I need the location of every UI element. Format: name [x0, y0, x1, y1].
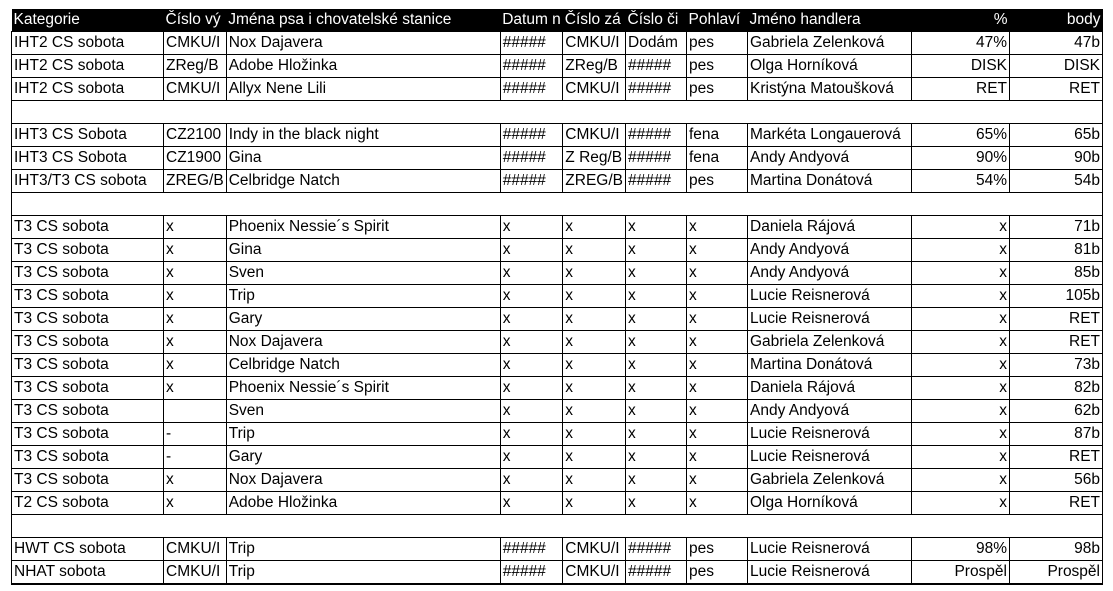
cell-kategorie[interactable]: IHT2 CS sobota [12, 32, 164, 55]
cell-procenta[interactable]: 98% [912, 538, 1010, 561]
cell-body[interactable] [1010, 101, 1103, 124]
cell-pohlavi[interactable]: fena [687, 147, 748, 170]
cell-handler[interactable]: Andy Andyová [748, 147, 912, 170]
cell-cislo-zapisu[interactable]: x [563, 239, 626, 262]
cell-datum[interactable] [500, 193, 563, 216]
cell-cislo-zapisu[interactable] [563, 101, 626, 124]
cell-cislo-cipu[interactable]: ##### [626, 538, 687, 561]
cell-procenta[interactable]: 54% [912, 170, 1010, 193]
cell-datum[interactable]: ##### [500, 147, 563, 170]
cell-datum[interactable]: x [500, 377, 563, 400]
cell-procenta[interactable]: x [912, 308, 1010, 331]
cell-body[interactable]: RET [1010, 492, 1103, 515]
table-row [12, 377, 1103, 400]
cell-cislo-cipu[interactable]: x [626, 285, 687, 308]
cell-procenta[interactable] [912, 101, 1010, 124]
cell-cislo-cipu[interactable]: x [626, 469, 687, 492]
cell-cislo-zapisu[interactable]: x [563, 285, 626, 308]
cell-pohlavi[interactable]: x [687, 492, 748, 515]
cell-kategorie[interactable]: T2 CS sobota [12, 492, 164, 515]
cell-pohlavi[interactable]: pes [687, 32, 748, 55]
cell-body[interactable]: RET [1010, 446, 1103, 469]
cell-jmeno-psa[interactable]: Sven [226, 400, 500, 423]
cell-body[interactable] [1010, 515, 1103, 538]
cell-kategorie[interactable]: T3 CS sobota [12, 262, 164, 285]
column-header-pohlavi[interactable]: Pohlaví [687, 9, 748, 32]
cell-cislo-zapisu[interactable]: CMKU/I [563, 561, 626, 585]
cell-procenta[interactable]: 90% [912, 147, 1010, 170]
table-row [12, 308, 1103, 331]
cell-datum[interactable]: x [500, 400, 563, 423]
cell-cislo-zapisu[interactable]: ZReg/B [563, 55, 626, 78]
cell-body[interactable]: DISK [1010, 55, 1103, 78]
cell-cislo-cipu[interactable]: ##### [626, 78, 687, 101]
cell-kategorie[interactable]: IHT3/T3 CS sobota [12, 170, 164, 193]
cell-body[interactable]: 47b [1010, 32, 1103, 55]
table-row [12, 400, 1103, 423]
cell-cislo-zapisu[interactable] [563, 193, 626, 216]
cell-pohlavi[interactable]: x [687, 400, 748, 423]
cell-cislo-zapisu[interactable]: x [563, 331, 626, 354]
cell-jmeno-psa[interactable]: Trip [226, 423, 500, 446]
cell-cislo-zapisu[interactable]: CMKU/I [563, 124, 626, 147]
column-header-cislo-zapisu[interactable]: Číslo zá [563, 9, 626, 32]
cell-cislo-vysledku[interactable]: CZ2100 [164, 124, 227, 147]
cell-pohlavi[interactable] [687, 193, 748, 216]
cell-body[interactable]: RET [1010, 78, 1103, 101]
cell-body[interactable]: RET [1010, 331, 1103, 354]
cell-cislo-vysledku[interactable]: CZ1900 [164, 147, 227, 170]
cell-body[interactable]: Prospěl [1010, 561, 1103, 585]
cell-kategorie[interactable]: T3 CS sobota [12, 377, 164, 400]
cell-pohlavi[interactable]: x [687, 239, 748, 262]
table-row [12, 423, 1103, 446]
cell-pohlavi[interactable] [687, 101, 748, 124]
cell-pohlavi[interactable]: x [687, 308, 748, 331]
table-row [12, 78, 1103, 101]
cell-jmeno-psa[interactable]: Trip [226, 561, 500, 585]
cell-datum[interactable]: ##### [500, 32, 563, 55]
table-row [12, 32, 1103, 55]
cell-cislo-cipu[interactable]: ##### [626, 561, 687, 585]
cell-pohlavi[interactable]: x [687, 423, 748, 446]
cell-cislo-vysledku[interactable] [164, 193, 227, 216]
cell-pohlavi[interactable]: x [687, 331, 748, 354]
cell-cislo-cipu[interactable]: x [626, 400, 687, 423]
cell-kategorie[interactable]: T3 CS sobota [12, 285, 164, 308]
cell-cislo-cipu[interactable]: ##### [626, 147, 687, 170]
cell-handler[interactable]: Lucie Reisnerová [748, 423, 912, 446]
table-row [12, 147, 1103, 170]
cell-handler[interactable]: Andy Andyová [748, 400, 912, 423]
cell-cislo-vysledku[interactable]: x [164, 216, 227, 239]
cell-kategorie[interactable]: T3 CS sobota [12, 331, 164, 354]
cell-procenta[interactable] [912, 193, 1010, 216]
column-header-cislo-cipu[interactable]: Číslo či [626, 9, 687, 32]
column-header-jmena-psa[interactable]: Jména psa i chovatelské stanice [226, 9, 500, 32]
cell-cislo-cipu[interactable]: x [626, 492, 687, 515]
cell-pohlavi[interactable]: pes [687, 78, 748, 101]
table-row [12, 193, 1103, 216]
cell-cislo-vysledku[interactable]: CMKU/I [164, 538, 227, 561]
cell-pohlavi[interactable]: pes [687, 55, 748, 78]
cell-jmeno-psa[interactable]: Phoenix Nessie´s Spirit [226, 216, 500, 239]
cell-cislo-vysledku[interactable]: CMKU/I [164, 561, 227, 585]
cell-body[interactable]: 71b [1010, 216, 1103, 239]
table-body [12, 32, 1103, 585]
cell-procenta[interactable]: 65% [912, 124, 1010, 147]
cell-kategorie[interactable] [12, 101, 164, 124]
cell-cislo-zapisu[interactable]: x [563, 469, 626, 492]
cell-jmeno-psa[interactable]: Celbridge Natch [226, 170, 500, 193]
cell-jmeno-psa[interactable]: Gary [226, 308, 500, 331]
cell-cislo-vysledku[interactable] [164, 400, 227, 423]
table-row [12, 285, 1103, 308]
cell-cislo-cipu[interactable]: ##### [626, 170, 687, 193]
cell-jmeno-psa[interactable]: Indy in the black night [226, 124, 500, 147]
cell-procenta[interactable]: DISK [912, 55, 1010, 78]
cell-pohlavi[interactable]: x [687, 262, 748, 285]
column-header-kategorie[interactable]: Kategorie [12, 9, 164, 32]
table-row [12, 262, 1103, 285]
cell-datum[interactable]: x [500, 331, 563, 354]
header-row [12, 9, 1103, 32]
cell-kategorie[interactable]: NHAT sobota [12, 561, 164, 585]
cell-procenta[interactable]: x [912, 285, 1010, 308]
cell-cislo-cipu[interactable]: x [626, 239, 687, 262]
cell-jmeno-psa[interactable]: Celbridge Natch [226, 354, 500, 377]
cell-handler[interactable]: Lucie Reisnerová [748, 308, 912, 331]
cell-procenta[interactable]: x [912, 423, 1010, 446]
cell-cislo-zapisu[interactable]: x [563, 308, 626, 331]
cell-cislo-vysledku[interactable]: x [164, 239, 227, 262]
cell-datum[interactable]: ##### [500, 538, 563, 561]
cell-procenta[interactable] [912, 515, 1010, 538]
cell-handler[interactable]: Martina Donátová [748, 354, 912, 377]
cell-cislo-cipu[interactable]: ##### [626, 55, 687, 78]
cell-pohlavi[interactable]: pes [687, 561, 748, 585]
cell-body[interactable]: 85b [1010, 262, 1103, 285]
cell-pohlavi[interactable]: x [687, 285, 748, 308]
cell-jmeno-psa[interactable]: Gary [226, 446, 500, 469]
cell-handler[interactable]: Lucie Reisnerová [748, 561, 912, 585]
cell-cislo-zapisu[interactable]: x [563, 400, 626, 423]
cell-procenta[interactable]: x [912, 377, 1010, 400]
cell-cislo-cipu[interactable]: x [626, 331, 687, 354]
cell-kategorie[interactable]: IHT2 CS sobota [12, 55, 164, 78]
cell-jmeno-psa[interactable]: Allyx Nene Lili [226, 78, 500, 101]
cell-jmeno-psa[interactable]: Gina [226, 239, 500, 262]
cell-pohlavi[interactable]: pes [687, 170, 748, 193]
cell-jmeno-psa[interactable] [226, 193, 500, 216]
cell-cislo-vysledku[interactable]: CMKU/I [164, 32, 227, 55]
cell-procenta[interactable]: x [912, 469, 1010, 492]
cell-body[interactable]: 65b [1010, 124, 1103, 147]
cell-kategorie[interactable]: HWT CS sobota [12, 538, 164, 561]
cell-cislo-vysledku[interactable]: x [164, 331, 227, 354]
cell-pohlavi[interactable] [687, 515, 748, 538]
cell-body[interactable]: 54b [1010, 170, 1103, 193]
table-row [12, 561, 1103, 585]
cell-jmeno-psa[interactable]: Nox Dajavera [226, 469, 500, 492]
cell-procenta[interactable]: x [912, 262, 1010, 285]
cell-kategorie[interactable]: IHT2 CS sobota [12, 78, 164, 101]
cell-body[interactable]: RET [1010, 308, 1103, 331]
cell-body[interactable]: 105b [1010, 285, 1103, 308]
cell-cislo-cipu[interactable]: x [626, 446, 687, 469]
table-row [12, 331, 1103, 354]
cell-jmeno-psa[interactable]: Phoenix Nessie´s Spirit [226, 377, 500, 400]
cell-handler[interactable] [748, 101, 912, 124]
cell-datum[interactable]: x [500, 446, 563, 469]
cell-datum[interactable] [500, 515, 563, 538]
cell-procenta[interactable]: x [912, 354, 1010, 377]
cell-body[interactable]: 82b [1010, 377, 1103, 400]
cell-jmeno-psa[interactable] [226, 515, 500, 538]
cell-datum[interactable]: ##### [500, 55, 563, 78]
cell-cislo-vysledku[interactable]: x [164, 469, 227, 492]
cell-datum[interactable]: x [500, 262, 563, 285]
cell-handler[interactable]: Olga Horníková [748, 55, 912, 78]
cell-kategorie[interactable]: T3 CS sobota [12, 354, 164, 377]
cell-cislo-cipu[interactable]: x [626, 423, 687, 446]
cell-datum[interactable]: x [500, 469, 563, 492]
cell-pohlavi[interactable]: x [687, 469, 748, 492]
cell-jmeno-psa[interactable]: Nox Dajavera [226, 32, 500, 55]
cell-cislo-vysledku[interactable]: x [164, 308, 227, 331]
table-row [12, 239, 1103, 262]
cell-procenta[interactable]: x [912, 492, 1010, 515]
cell-body[interactable]: 90b [1010, 147, 1103, 170]
cell-cislo-vysledku[interactable]: CMKU/I [164, 78, 227, 101]
cell-body[interactable]: 87b [1010, 423, 1103, 446]
column-header-cislo-vysledku[interactable]: Číslo vý [164, 9, 227, 32]
cell-procenta[interactable]: RET [912, 78, 1010, 101]
cell-kategorie[interactable]: T3 CS sobota [12, 469, 164, 492]
cell-body[interactable]: 62b [1010, 400, 1103, 423]
cell-cislo-zapisu[interactable]: ZREG/B [563, 170, 626, 193]
cell-body[interactable]: 98b [1010, 538, 1103, 561]
cell-jmeno-psa[interactable]: Gina [226, 147, 500, 170]
cell-datum[interactable]: ##### [500, 170, 563, 193]
cell-handler[interactable]: Lucie Reisnerová [748, 538, 912, 561]
cell-cislo-cipu[interactable]: x [626, 377, 687, 400]
table-row [12, 469, 1103, 492]
cell-datum[interactable]: x [500, 239, 563, 262]
cell-cislo-vysledku[interactable]: x [164, 377, 227, 400]
cell-cislo-zapisu[interactable]: x [563, 492, 626, 515]
cell-cislo-cipu[interactable]: x [626, 308, 687, 331]
cell-cislo-vysledku[interactable] [164, 515, 227, 538]
cell-cislo-vysledku[interactable]: ZREG/B [164, 170, 227, 193]
cell-cislo-zapisu[interactable]: CMKU/I [563, 32, 626, 55]
cell-datum[interactable]: x [500, 285, 563, 308]
cell-handler[interactable]: Markéta Longauerová [748, 124, 912, 147]
cell-cislo-zapisu[interactable]: x [563, 354, 626, 377]
cell-jmeno-psa[interactable]: Adobe Hložinka [226, 492, 500, 515]
cell-cislo-cipu[interactable]: x [626, 262, 687, 285]
cell-handler[interactable]: Gabriela Zelenková [748, 469, 912, 492]
cell-kategorie[interactable]: T3 CS sobota [12, 308, 164, 331]
table-row [12, 354, 1103, 377]
cell-cislo-cipu[interactable]: x [626, 354, 687, 377]
cell-handler[interactable]: Olga Horníková [748, 492, 912, 515]
cell-pohlavi[interactable]: fena [687, 124, 748, 147]
cell-cislo-vysledku[interactable]: x [164, 354, 227, 377]
cell-handler[interactable]: Daniela Rájová [748, 377, 912, 400]
table-row [12, 55, 1103, 78]
table-row [12, 492, 1103, 515]
table-row [12, 216, 1103, 239]
cell-cislo-vysledku[interactable]: x [164, 285, 227, 308]
cell-procenta[interactable]: x [912, 331, 1010, 354]
cell-cislo-cipu[interactable] [626, 193, 687, 216]
cell-cislo-zapisu[interactable]: CMKU/I [563, 538, 626, 561]
cell-procenta[interactable]: 47% [912, 32, 1010, 55]
table-row [12, 101, 1103, 124]
cell-handler[interactable]: Gabriela Zelenková [748, 32, 912, 55]
table-row [12, 446, 1103, 469]
cell-procenta[interactable]: x [912, 239, 1010, 262]
cell-cislo-cipu[interactable]: Dodám [626, 32, 687, 55]
cell-procenta[interactable]: x [912, 216, 1010, 239]
cell-datum[interactable] [500, 101, 563, 124]
cell-procenta[interactable]: x [912, 446, 1010, 469]
cell-handler[interactable] [748, 515, 912, 538]
cell-kategorie[interactable]: T3 CS sobota [12, 400, 164, 423]
cell-body[interactable]: 81b [1010, 239, 1103, 262]
cell-cislo-zapisu[interactable]: x [563, 423, 626, 446]
cell-datum[interactable]: ##### [500, 124, 563, 147]
cell-pohlavi[interactable]: x [687, 446, 748, 469]
cell-jmeno-psa[interactable]: Sven [226, 262, 500, 285]
cell-datum[interactable]: x [500, 354, 563, 377]
cell-handler[interactable]: Andy Andyová [748, 239, 912, 262]
cell-cislo-vysledku[interactable] [164, 101, 227, 124]
table-row [12, 170, 1103, 193]
cell-procenta[interactable]: Prospěl [912, 561, 1010, 585]
cell-handler[interactable]: Daniela Rájová [748, 216, 912, 239]
cell-kategorie[interactable]: IHT3 CS Sobota [12, 147, 164, 170]
cell-pohlavi[interactable]: pes [687, 538, 748, 561]
cell-cislo-zapisu[interactable]: x [563, 377, 626, 400]
cell-pohlavi[interactable]: x [687, 216, 748, 239]
cell-cislo-zapisu[interactable]: Z Reg/B [563, 147, 626, 170]
cell-jmeno-psa[interactable] [226, 101, 500, 124]
cell-cislo-vysledku[interactable]: - [164, 423, 227, 446]
cell-datum[interactable]: ##### [500, 78, 563, 101]
cell-kategorie[interactable]: T3 CS sobota [12, 446, 164, 469]
cell-cislo-zapisu[interactable]: x [563, 262, 626, 285]
cell-handler[interactable]: Lucie Reisnerová [748, 446, 912, 469]
cell-pohlavi[interactable]: x [687, 354, 748, 377]
cell-pohlavi[interactable]: x [687, 377, 748, 400]
cell-datum[interactable]: x [500, 492, 563, 515]
cell-handler[interactable]: Kristýna Matoušková [748, 78, 912, 101]
spreadsheet-table [11, 9, 1103, 585]
cell-cislo-cipu[interactable]: x [626, 216, 687, 239]
cell-cislo-vysledku[interactable]: ZReg/B [164, 55, 227, 78]
cell-cislo-vysledku[interactable]: x [164, 492, 227, 515]
cell-datum[interactable]: x [500, 423, 563, 446]
cell-body[interactable]: 73b [1010, 354, 1103, 377]
cell-procenta[interactable]: x [912, 400, 1010, 423]
table-row [12, 538, 1103, 561]
cell-cislo-zapisu[interactable]: x [563, 446, 626, 469]
column-header-body[interactable]: body [1010, 9, 1103, 32]
cell-datum[interactable]: x [500, 216, 563, 239]
cell-handler[interactable]: Andy Andyová [748, 262, 912, 285]
cell-jmeno-psa[interactable]: Nox Dajavera [226, 331, 500, 354]
column-header-procenta[interactable]: % [912, 9, 1010, 32]
cell-body[interactable] [1010, 193, 1103, 216]
cell-cislo-cipu[interactable] [626, 515, 687, 538]
cell-datum[interactable]: x [500, 308, 563, 331]
cell-cislo-vysledku[interactable]: x [164, 262, 227, 285]
cell-kategorie[interactable] [12, 515, 164, 538]
cell-jmeno-psa[interactable]: Adobe Hložinka [226, 55, 500, 78]
cell-handler[interactable]: Martina Donátová [748, 170, 912, 193]
cell-kategorie[interactable] [12, 193, 164, 216]
table-row [12, 124, 1103, 147]
cell-kategorie[interactable]: T3 CS sobota [12, 216, 164, 239]
cell-handler[interactable]: Gabriela Zelenková [748, 331, 912, 354]
cell-cislo-cipu[interactable]: ##### [626, 124, 687, 147]
cell-handler[interactable]: Lucie Reisnerová [748, 285, 912, 308]
cell-cislo-cipu[interactable] [626, 101, 687, 124]
cell-cislo-vysledku[interactable]: - [164, 446, 227, 469]
cell-kategorie[interactable]: IHT3 CS Sobota [12, 124, 164, 147]
table-row [12, 515, 1103, 538]
cell-handler[interactable] [748, 193, 912, 216]
column-header-datum[interactable]: Datum n [500, 9, 563, 32]
cell-body[interactable]: 56b [1010, 469, 1103, 492]
cell-jmeno-psa[interactable]: Trip [226, 538, 500, 561]
cell-cislo-zapisu[interactable]: CMKU/I [563, 78, 626, 101]
column-header-jmeno-handlera[interactable]: Jméno handlera [748, 9, 912, 32]
cell-datum[interactable]: ##### [500, 561, 563, 585]
cell-kategorie[interactable]: T3 CS sobota [12, 239, 164, 262]
cell-kategorie[interactable]: T3 CS sobota [12, 423, 164, 446]
cell-jmeno-psa[interactable]: Trip [226, 285, 500, 308]
cell-cislo-zapisu[interactable]: x [563, 216, 626, 239]
cell-cislo-zapisu[interactable] [563, 515, 626, 538]
